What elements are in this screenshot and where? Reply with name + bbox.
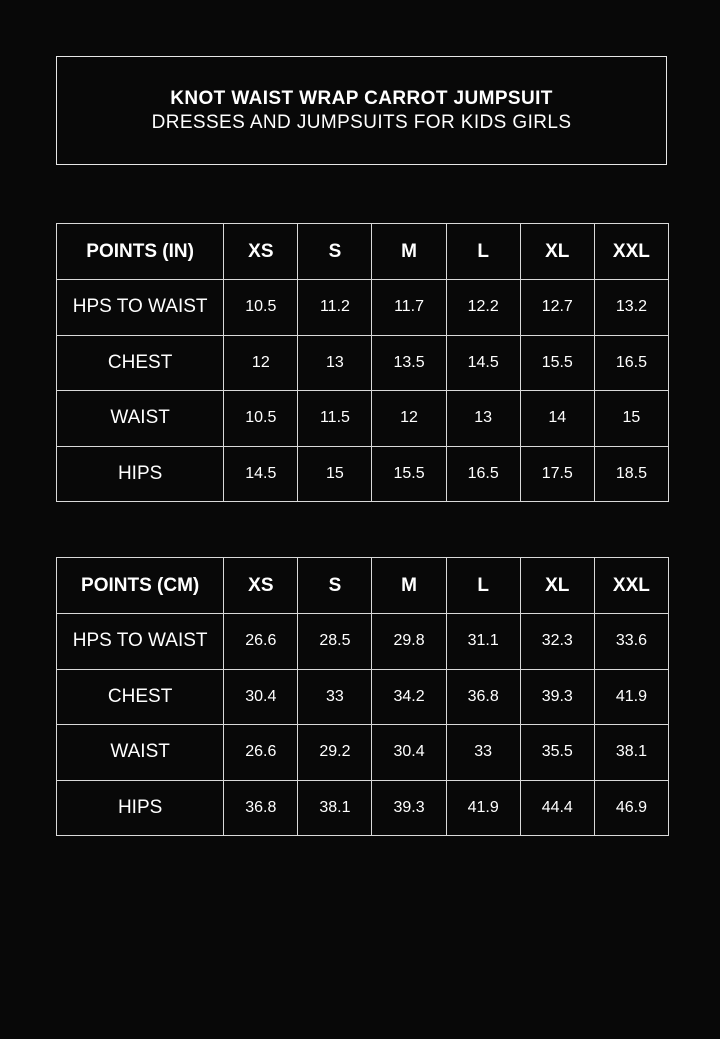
table-cell: 18.5 bbox=[594, 446, 668, 502]
table-cell: 11.7 bbox=[372, 280, 446, 336]
table-cell: 12 bbox=[372, 391, 446, 447]
table-cell: 16.5 bbox=[446, 446, 520, 502]
table-cell: 10.5 bbox=[224, 391, 298, 447]
table-cell: 34.2 bbox=[372, 669, 446, 725]
table-cell: 14.5 bbox=[224, 446, 298, 502]
table-cell: 10.5 bbox=[224, 280, 298, 336]
table-cell: 46.9 bbox=[594, 780, 668, 836]
table-cell: 33 bbox=[298, 669, 372, 725]
table-cell: 13 bbox=[298, 335, 372, 391]
row-label: HPS TO WAIST bbox=[57, 280, 224, 336]
table-cell: 39.3 bbox=[372, 780, 446, 836]
table-cell: 15.5 bbox=[372, 446, 446, 502]
table-cell: 36.8 bbox=[446, 669, 520, 725]
table-cell: 12 bbox=[224, 335, 298, 391]
title-box bbox=[56, 56, 667, 165]
size-table-centimeters bbox=[56, 557, 669, 836]
table-cell: 13.2 bbox=[594, 280, 668, 336]
size-header: S bbox=[298, 558, 372, 614]
table-row bbox=[57, 780, 669, 836]
table-cell: 17.5 bbox=[520, 446, 594, 502]
table-cell: 15 bbox=[594, 391, 668, 447]
size-header: M bbox=[372, 558, 446, 614]
size-header: XL bbox=[520, 224, 594, 280]
table-cell: 15.5 bbox=[520, 335, 594, 391]
table-cell: 14 bbox=[520, 391, 594, 447]
size-header: XL bbox=[520, 558, 594, 614]
row-label: HIPS bbox=[57, 780, 224, 836]
table-row bbox=[57, 391, 669, 447]
table-row bbox=[57, 335, 669, 391]
table-cell: 29.2 bbox=[298, 725, 372, 781]
size-header: XXL bbox=[594, 558, 668, 614]
table-header-row bbox=[57, 224, 669, 280]
table-cell: 13.5 bbox=[372, 335, 446, 391]
size-header: M bbox=[372, 224, 446, 280]
table-cell: 29.8 bbox=[372, 614, 446, 670]
table-cell: 12.2 bbox=[446, 280, 520, 336]
size-header: XXL bbox=[594, 224, 668, 280]
table-header-row bbox=[57, 558, 669, 614]
table-cell: 16.5 bbox=[594, 335, 668, 391]
table-cell: 11.5 bbox=[298, 391, 372, 447]
table-row bbox=[57, 725, 669, 781]
size-header: L bbox=[446, 224, 520, 280]
table-cell: 41.9 bbox=[446, 780, 520, 836]
table-cell: 26.6 bbox=[224, 725, 298, 781]
table-cell: 33 bbox=[446, 725, 520, 781]
table-cell: 31.1 bbox=[446, 614, 520, 670]
table-cell: 30.4 bbox=[224, 669, 298, 725]
table-cell: 32.3 bbox=[520, 614, 594, 670]
page-subtitle: DRESSES AND JUMPSUITS FOR KIDS GIRLS bbox=[151, 111, 572, 133]
size-header: XS bbox=[224, 224, 298, 280]
table-row bbox=[57, 669, 669, 725]
table-cell: 39.3 bbox=[520, 669, 594, 725]
table-cell: 14.5 bbox=[446, 335, 520, 391]
row-label: WAIST bbox=[57, 391, 224, 447]
size-table-inches bbox=[56, 223, 669, 502]
table-cell: 38.1 bbox=[594, 725, 668, 781]
table-cell: 15 bbox=[298, 446, 372, 502]
table-cell: 11.2 bbox=[298, 280, 372, 336]
table-cell: 26.6 bbox=[224, 614, 298, 670]
table-cell: 28.5 bbox=[298, 614, 372, 670]
table-cell: 35.5 bbox=[520, 725, 594, 781]
table-cell: 12.7 bbox=[520, 280, 594, 336]
table-cell: 41.9 bbox=[594, 669, 668, 725]
row-label: CHEST bbox=[57, 335, 224, 391]
size-header: L bbox=[446, 558, 520, 614]
points-header: POINTS (CM) bbox=[57, 558, 224, 614]
table-row bbox=[57, 280, 669, 336]
row-label: CHEST bbox=[57, 669, 224, 725]
table-cell: 13 bbox=[446, 391, 520, 447]
row-label: WAIST bbox=[57, 725, 224, 781]
size-header: XS bbox=[224, 558, 298, 614]
table-cell: 30.4 bbox=[372, 725, 446, 781]
row-label: HPS TO WAIST bbox=[57, 614, 224, 670]
table-cell: 44.4 bbox=[520, 780, 594, 836]
size-header: S bbox=[298, 224, 372, 280]
table-cell: 38.1 bbox=[298, 780, 372, 836]
points-header: POINTS (IN) bbox=[57, 224, 224, 280]
table-row bbox=[57, 614, 669, 670]
row-label: HIPS bbox=[57, 446, 224, 502]
page-title: KNOT WAIST WRAP CARROT JUMPSUIT bbox=[170, 87, 553, 109]
table-cell: 36.8 bbox=[224, 780, 298, 836]
table-cell: 33.6 bbox=[594, 614, 668, 670]
table-row bbox=[57, 446, 669, 502]
